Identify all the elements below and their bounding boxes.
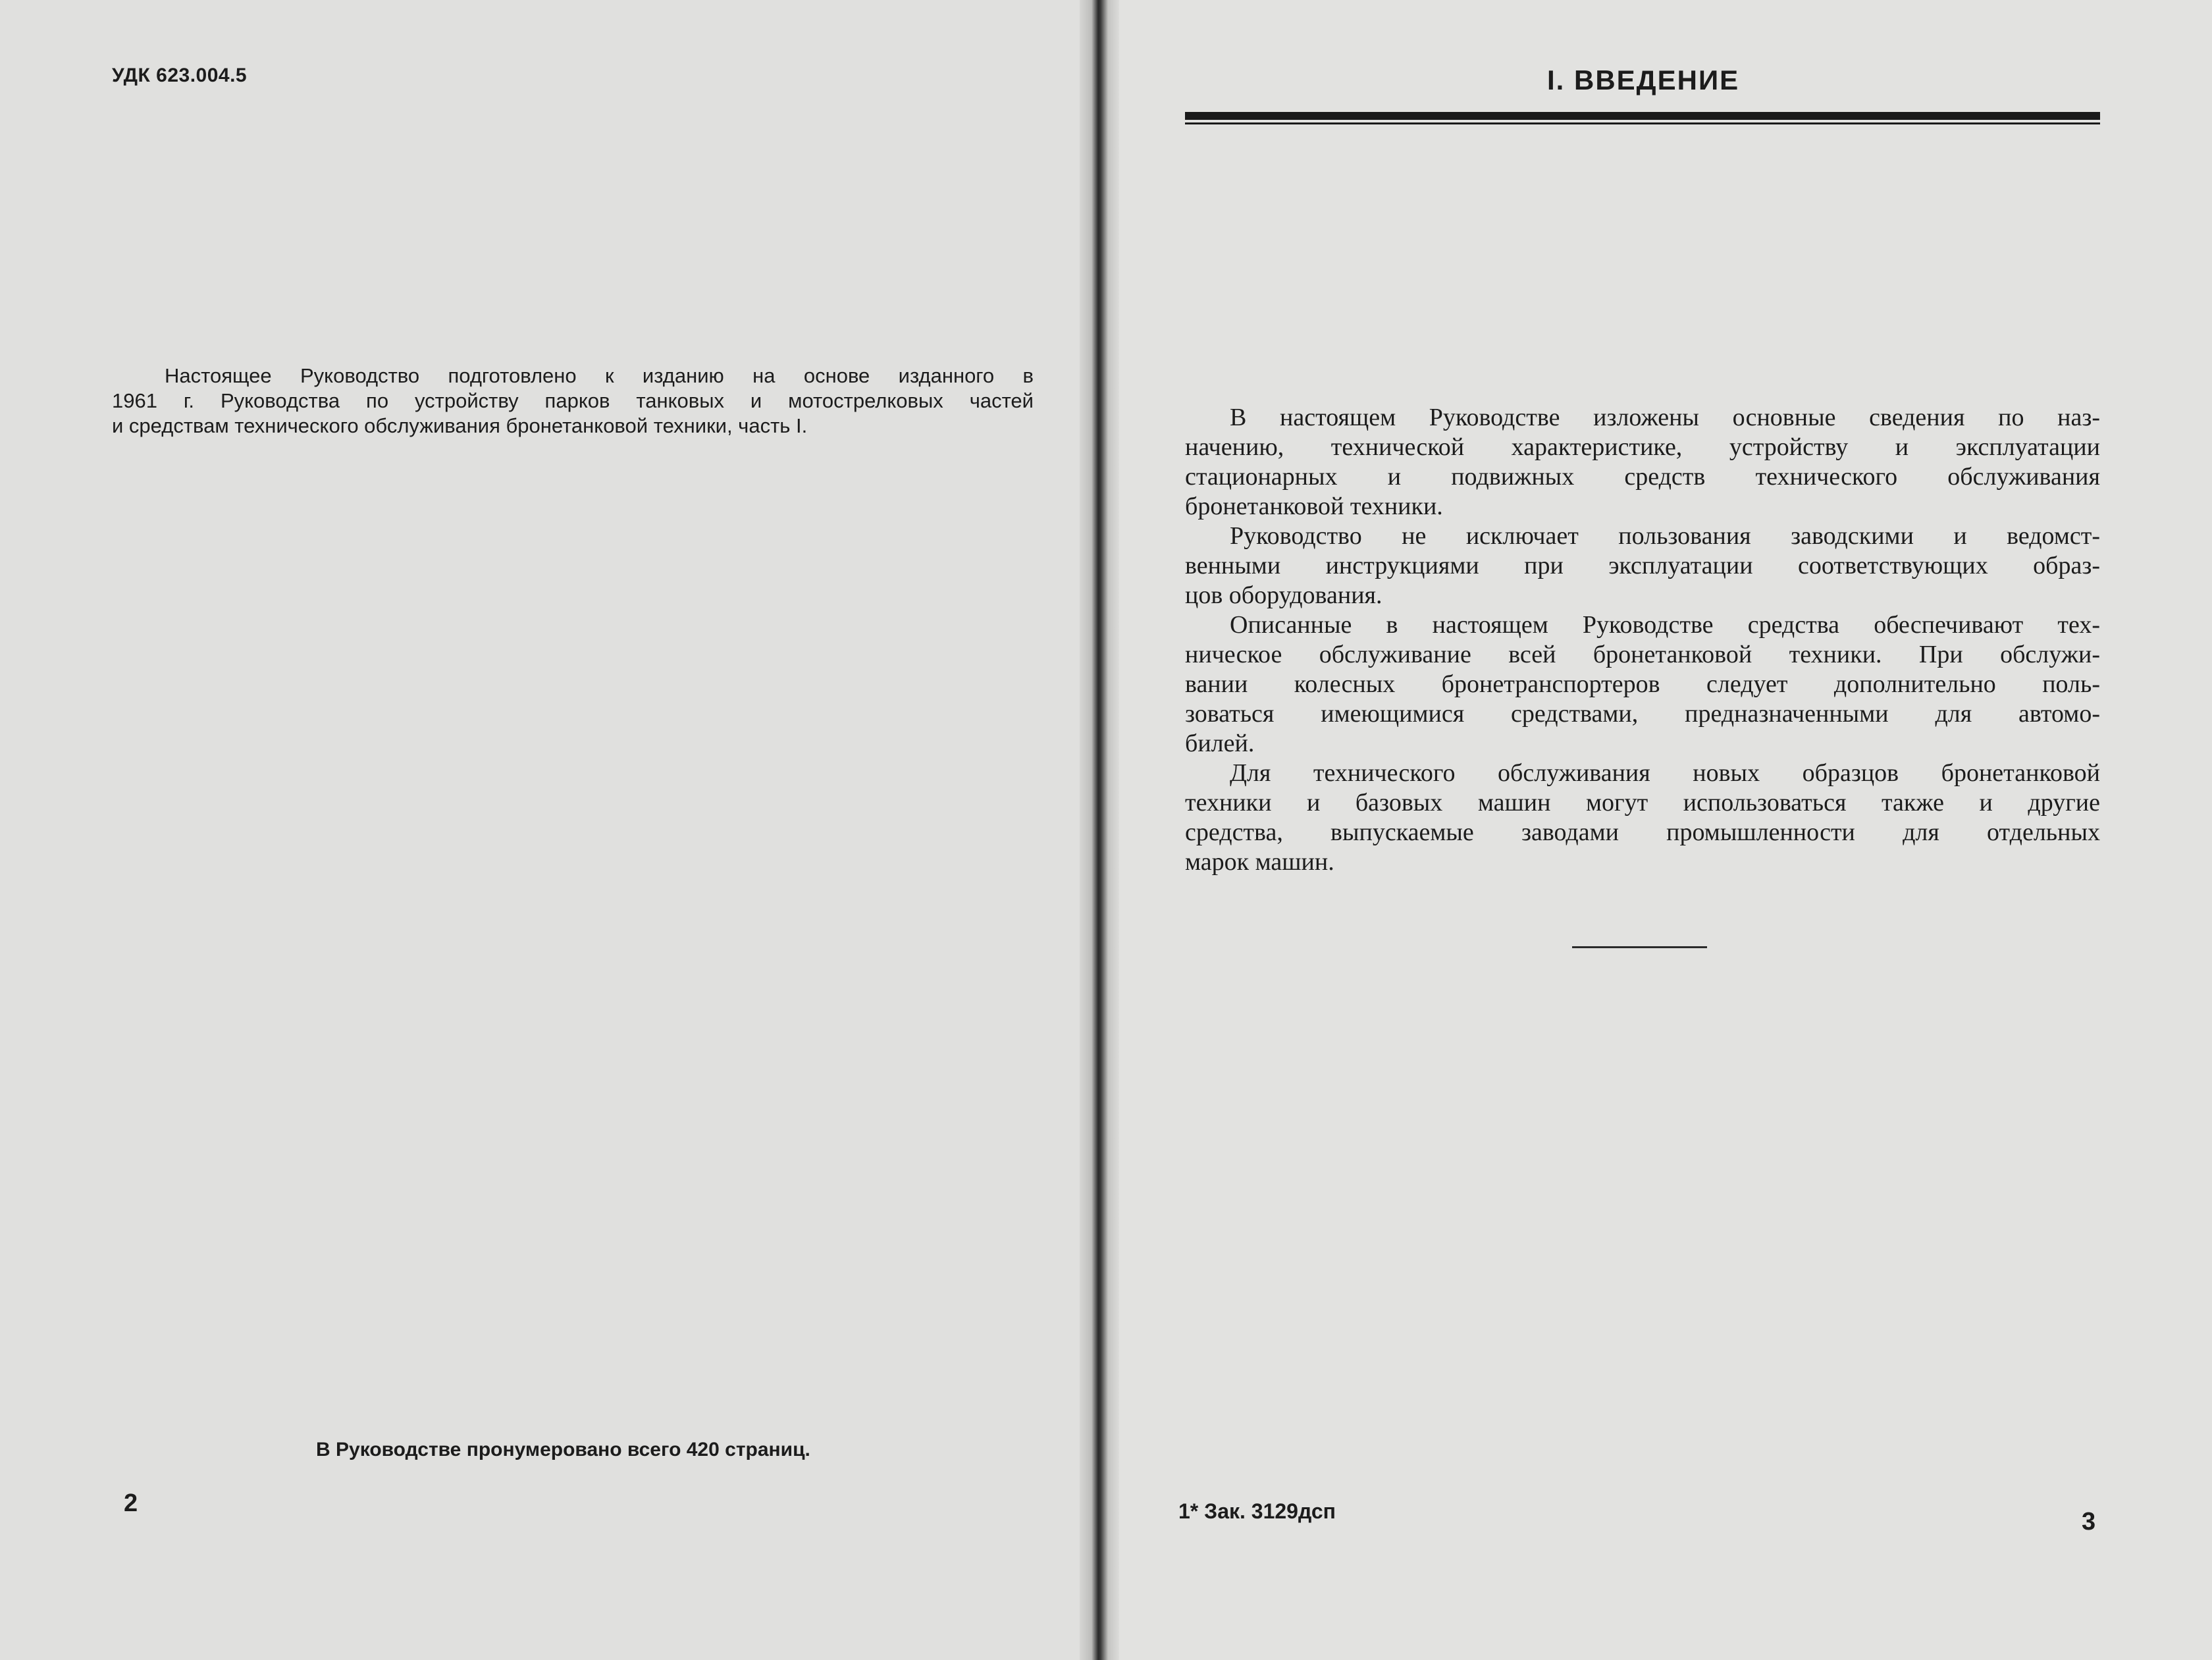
text-line: Для технического обслуживания новых образцов бронетанковой xyxy=(1230,759,2100,787)
udk-code: УДК 623.004.5 xyxy=(112,65,248,86)
text-line: зоваться имеющимися средствами, предназначенными для автомо- xyxy=(1185,700,2100,728)
section-end-rule xyxy=(1572,946,1707,948)
text-line: цов оборудования. xyxy=(1185,581,1382,609)
edition-note-line: Настоящее Руководство подготовлено к изданию на основе изданного в xyxy=(165,364,1034,387)
edition-note xyxy=(112,363,1034,439)
section-heading: I. ВВЕДЕНИЕ xyxy=(1547,65,1740,95)
text-line: марок машин. xyxy=(1185,848,1334,876)
left-page xyxy=(0,0,1093,1660)
paragraph xyxy=(1185,610,2100,759)
paragraph xyxy=(1185,522,2100,610)
paragraph xyxy=(1185,403,2100,522)
text-line: В настоящем Руководстве изложены основные сведения по наз- xyxy=(1230,404,2100,431)
print-order-mark: 1* Зак. 3129дсп xyxy=(1178,1499,1336,1523)
page-count-note: В Руководстве пронумеровано всего 420 страниц. xyxy=(316,1439,810,1460)
edition-note-line: и средствам технического обслуживания бронетанковой техники, часть I. xyxy=(112,414,808,437)
text-line: билей. xyxy=(1185,730,1255,757)
text-line: венными инструкциями при эксплуатации соответствующих образ- xyxy=(1185,552,2100,579)
text-line: средства, выпускаемые заводами промышленности для отдельных xyxy=(1185,818,2100,846)
text-line: стационарных и подвижных средств технического обслуживания xyxy=(1185,463,2100,491)
text-line: Описанные в настоящем Руководстве средства обеспечивают тех- xyxy=(1230,611,2100,639)
text-line: техники и базовых машин могут использоваться также и другие xyxy=(1185,789,2100,817)
text-line: ническое обслуживание всей бронетанковой техники. При обслужи- xyxy=(1185,641,2100,668)
page-number-right: 3 xyxy=(2082,1508,2096,1536)
text-line: Руководство не исключает пользования заводскими и ведомст- xyxy=(1230,522,2100,550)
text-line: вании колесных бронетранспортеров следует дополнительно поль- xyxy=(1185,670,2100,698)
page-number-left: 2 xyxy=(124,1489,138,1517)
introduction-text xyxy=(1185,403,2100,877)
text-line: бронетанковой техники. xyxy=(1185,493,1443,520)
edition-note-line: 1961 г. Руководства по устройству парков танковых и мотострелковых частей xyxy=(112,389,1034,412)
heading-rule-thick xyxy=(1185,112,2100,120)
paragraph xyxy=(1185,759,2100,877)
heading-rule-thin xyxy=(1185,122,2100,124)
book-spine-gutter xyxy=(1080,0,1119,1660)
text-line: начению, технической характеристике, устройству и эксплуатации xyxy=(1185,433,2100,461)
